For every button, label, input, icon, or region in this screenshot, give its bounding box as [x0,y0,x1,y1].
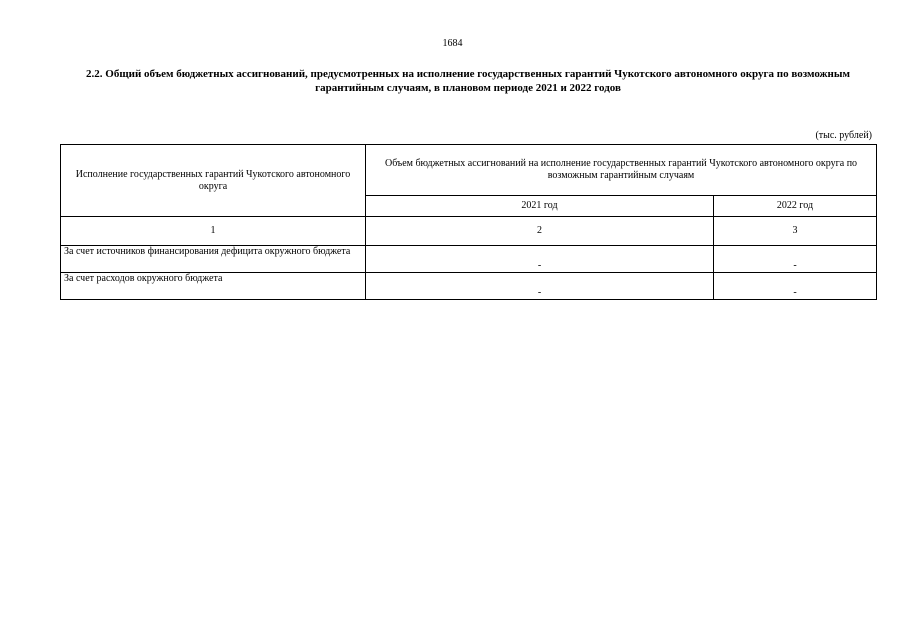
column-number-2: 2 [366,217,714,246]
page-number: 1684 [442,38,463,49]
row-value-2022: - [714,246,877,273]
column-number-row [61,217,877,246]
column-number-3: 3 [714,217,877,246]
table-row [61,273,877,300]
row-value-2021: - [366,246,714,273]
table-row [61,246,877,273]
row-label-budget-expenses: За счет расходов окружного бюджета [61,273,366,300]
document-title: 2.2. Общий объем бюджетных ассигнований, предусмотренных на исполнение государственных гарантий Чукотского автономного округа по возможным гарантийным случаям, в плановом периоде 2021 и 2022 годов [86,68,850,94]
units-label: (тыс. рублей) [815,130,872,141]
column-number-1: 1 [61,217,366,246]
row-label-deficit-financing: За счет источников финансирования дефицита окружного бюджета [61,246,366,273]
header-year-2022: 2022 год [714,196,877,217]
header-budget-allocations: Объем бюджетных ассигнований на исполнение государственных гарантий Чукотского автономного округа по возможным гарантийным случаям [366,145,877,196]
header-year-2021: 2021 год [366,196,714,217]
row-value-2021: - [366,273,714,300]
header-guarantee-execution: Исполнение государственных гарантий Чукотского автономного округа [61,145,366,217]
guarantees-table [60,144,877,300]
row-value-2022: - [714,273,877,300]
